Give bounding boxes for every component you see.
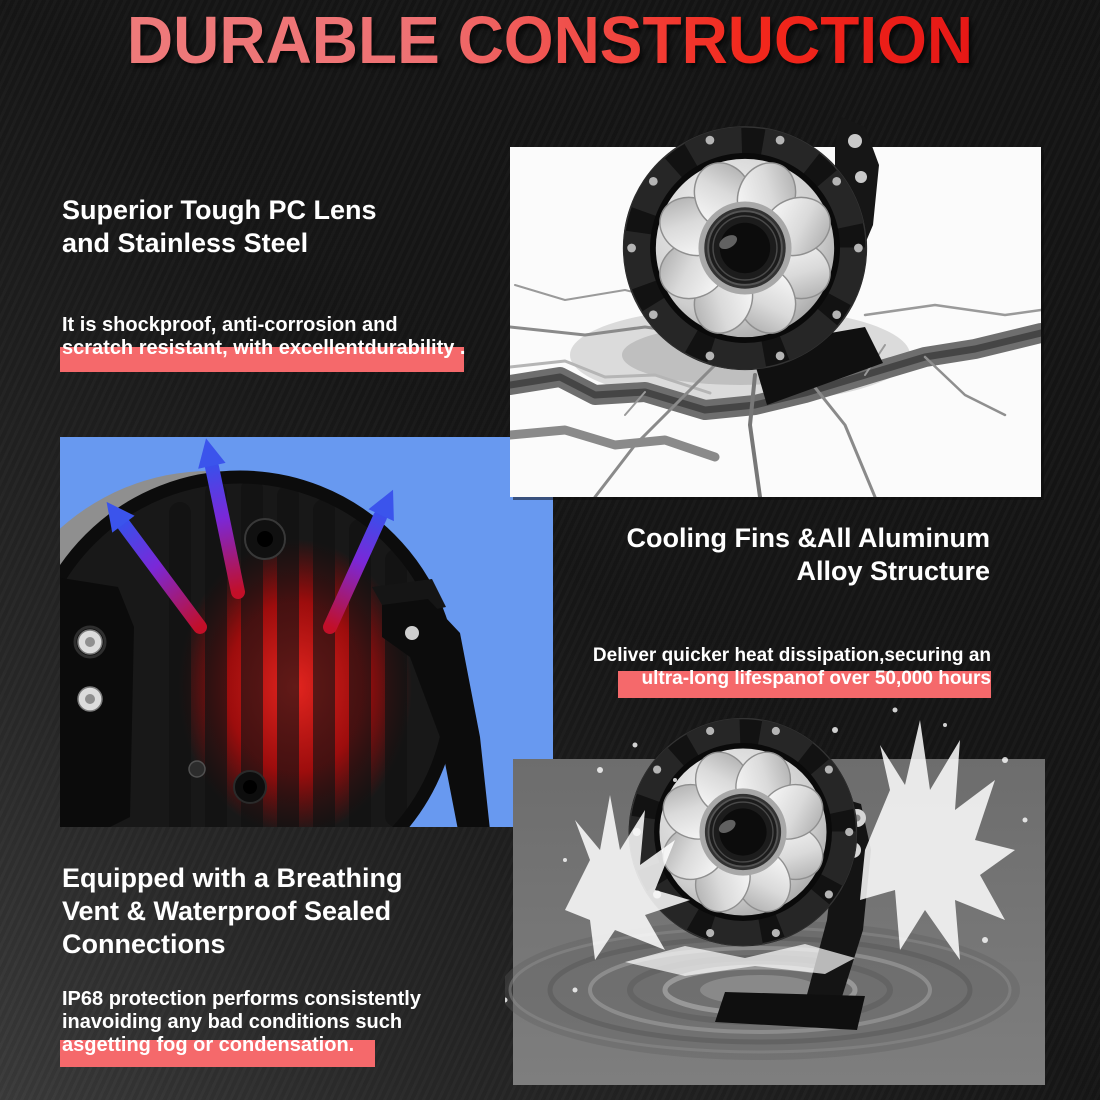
lens-heading <box>62 194 377 260</box>
bolt-icon <box>848 134 862 148</box>
led-light-graphic <box>629 718 858 947</box>
cooling-body-line: Deliver quicker heat dissipation,securing an <box>592 645 991 666</box>
waterproof-heading-line: Equipped with a Breathing <box>62 863 403 893</box>
lens-heading-line: and Stainless Steel <box>62 228 309 258</box>
lens-body-line: It is shockproof, anti-corrosion and <box>62 314 398 336</box>
cooling-heading-line: Cooling Fins &All Aluminum <box>626 523 990 553</box>
lens-body <box>62 314 465 360</box>
waterproof-heading <box>62 862 403 961</box>
waterproof-body-line: IP68 protection performs consistently <box>62 988 421 1010</box>
waterproof-body-line: inavoiding any bad conditions such <box>62 1011 403 1033</box>
cooling-body <box>550 644 991 690</box>
led-light-graphic <box>623 126 867 370</box>
waterproof-heading-line: Connections <box>62 929 226 959</box>
lens-heading-line: Superior Tough PC Lens <box>62 195 377 225</box>
cooling-body-line: ultra-long lifespanof over 50,000 hours <box>641 668 991 689</box>
page-title: DURABLE CONSTRUCTION <box>0 0 1100 79</box>
lens-body-line: scratch resistant, with excellentdurability . <box>62 337 466 359</box>
heatsink-photo <box>60 437 553 827</box>
waterproof-body <box>62 988 421 1057</box>
bolt-icon <box>855 171 867 183</box>
cooling-heading-line: Alloy Structure <box>796 556 990 586</box>
bolt-icon <box>405 626 419 640</box>
cooling-heading <box>540 522 990 588</box>
waterproof-heading-line: Vent & Waterproof Sealed <box>62 896 392 926</box>
waterproof-body-line: asgetting fog or condensation. <box>62 1034 355 1056</box>
water-splash-photo <box>505 700 1050 1090</box>
cracked-ground-photo <box>505 105 1045 505</box>
